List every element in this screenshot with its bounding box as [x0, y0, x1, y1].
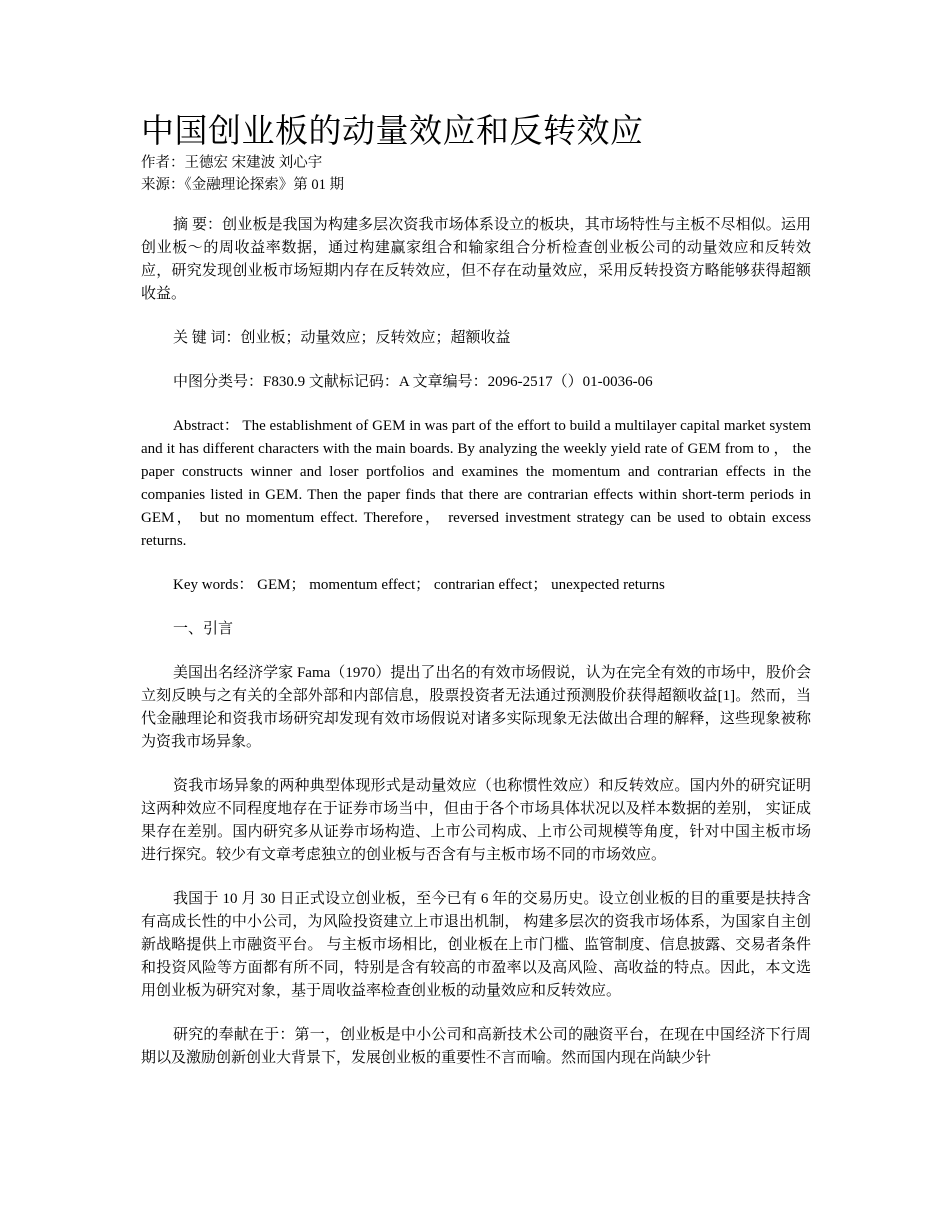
keywords-cn: 关 键 词：创业板；动量效应；反转效应；超额收益: [173, 330, 511, 346]
keywords-en: Key words： GEM； momentum effect； contrarian effect； unexpected returns: [173, 577, 665, 593]
body-paragraph: 研究的奉献在于：第一，创业板是中小公司和高新技术公司的融资平台，在现在中国经济下行周期以及激励创新创业大背景下，发展创业板的重要性不言而喻。然而国内现在尚缺少针: [141, 1027, 811, 1066]
body-paragraph: 美国出名经济学家 Fama（1970）提出了出名的有效市场假说，认为在完全有效的市场中，股价会立刻反映与之有关的全部外部和内部信息，股票投资者无法通过预测股价获得超额收益[1]。然而，当代金融理论和资我市场研究却发现有效市场假说对诸多实际现象无法做出合理的解释，这些现象被称为资我市场异象。: [141, 665, 811, 750]
body-paragraph: 资我市场异象的两种典型体现形式是动量效应（也称惯性效应）和反转效应。国内外的研究证明这两种效应不同程度地存在于证券市场当中，但由于各个市场具体状况以及样本数据的差别， 实证成果存在差别。国内研究多从证券市场构造、上市公司构成、上市公司规模等角度，针对中国主板市场进行探究。较少有文章考虑独立的创业板与否含有与主板市场不同的市场效应。: [141, 778, 811, 863]
page-title: 中国创业板的动量效应和反转效应: [141, 114, 644, 150]
classification-line: 中图分类号：F830.9 文献标记码：A 文章编号：2096-2517（）01-0036-06: [173, 374, 653, 390]
abstract-en: Abstract： The establishment of GEM in was part of the effort to build a multilayer capital market system and it has different characters with the main boards. By analyzing the weekly yield rate of GEM from to ， the paper constructs winner and loser portfolios and examines the momentum and contrarian effects in the companies listed in GEM. Then the paper finds that there are contrarian effects within short-term periods in GEM， but no momentum effect. Therefore， reversed investment strategy can be used to obtain excess returns.: [141, 418, 811, 549]
author-line: 作者：王德宏 宋建波 刘心宇: [141, 155, 323, 171]
abstract-cn: 摘 要：创业板是我国为构建多层次资我市场体系设立的板块，其市场特性与主板不尽相似。运用创业板～的周收益率数据，通过构建赢家组合和输家组合分析检查创业板公司的动量效应和反转效应，研究发现创业板市场短期内存在反转效应，但不存在动量效应，采用反转投资方略能够获得超额收益。: [141, 217, 811, 302]
document-page: [141, 112, 811, 1070]
section-heading: 一、引言: [173, 621, 234, 637]
body-paragraph: 我国于 10 月 30 日正式设立创业板，至今已有 6 年的交易历史。设立创业板的目的重要是扶持含有高成长性的中小公司，为风险投资建立上市退出机制， 构建多层次的资我市场体系，为国家自主创新战略提供上市融资平台。 与主板市场相比，创业板在上市门槛、监管制度、信息披露、交易者条件和投资风险等方面都有所不同，特别是含有较高的市盈率以及高风险、高收益的特点。因此，本文选用创业板为研究对象，基于周收益率检查创业板的动量效应和反转效应。: [141, 891, 811, 999]
source-line: 来源：《金融理论探索》第 01 期: [141, 177, 344, 193]
